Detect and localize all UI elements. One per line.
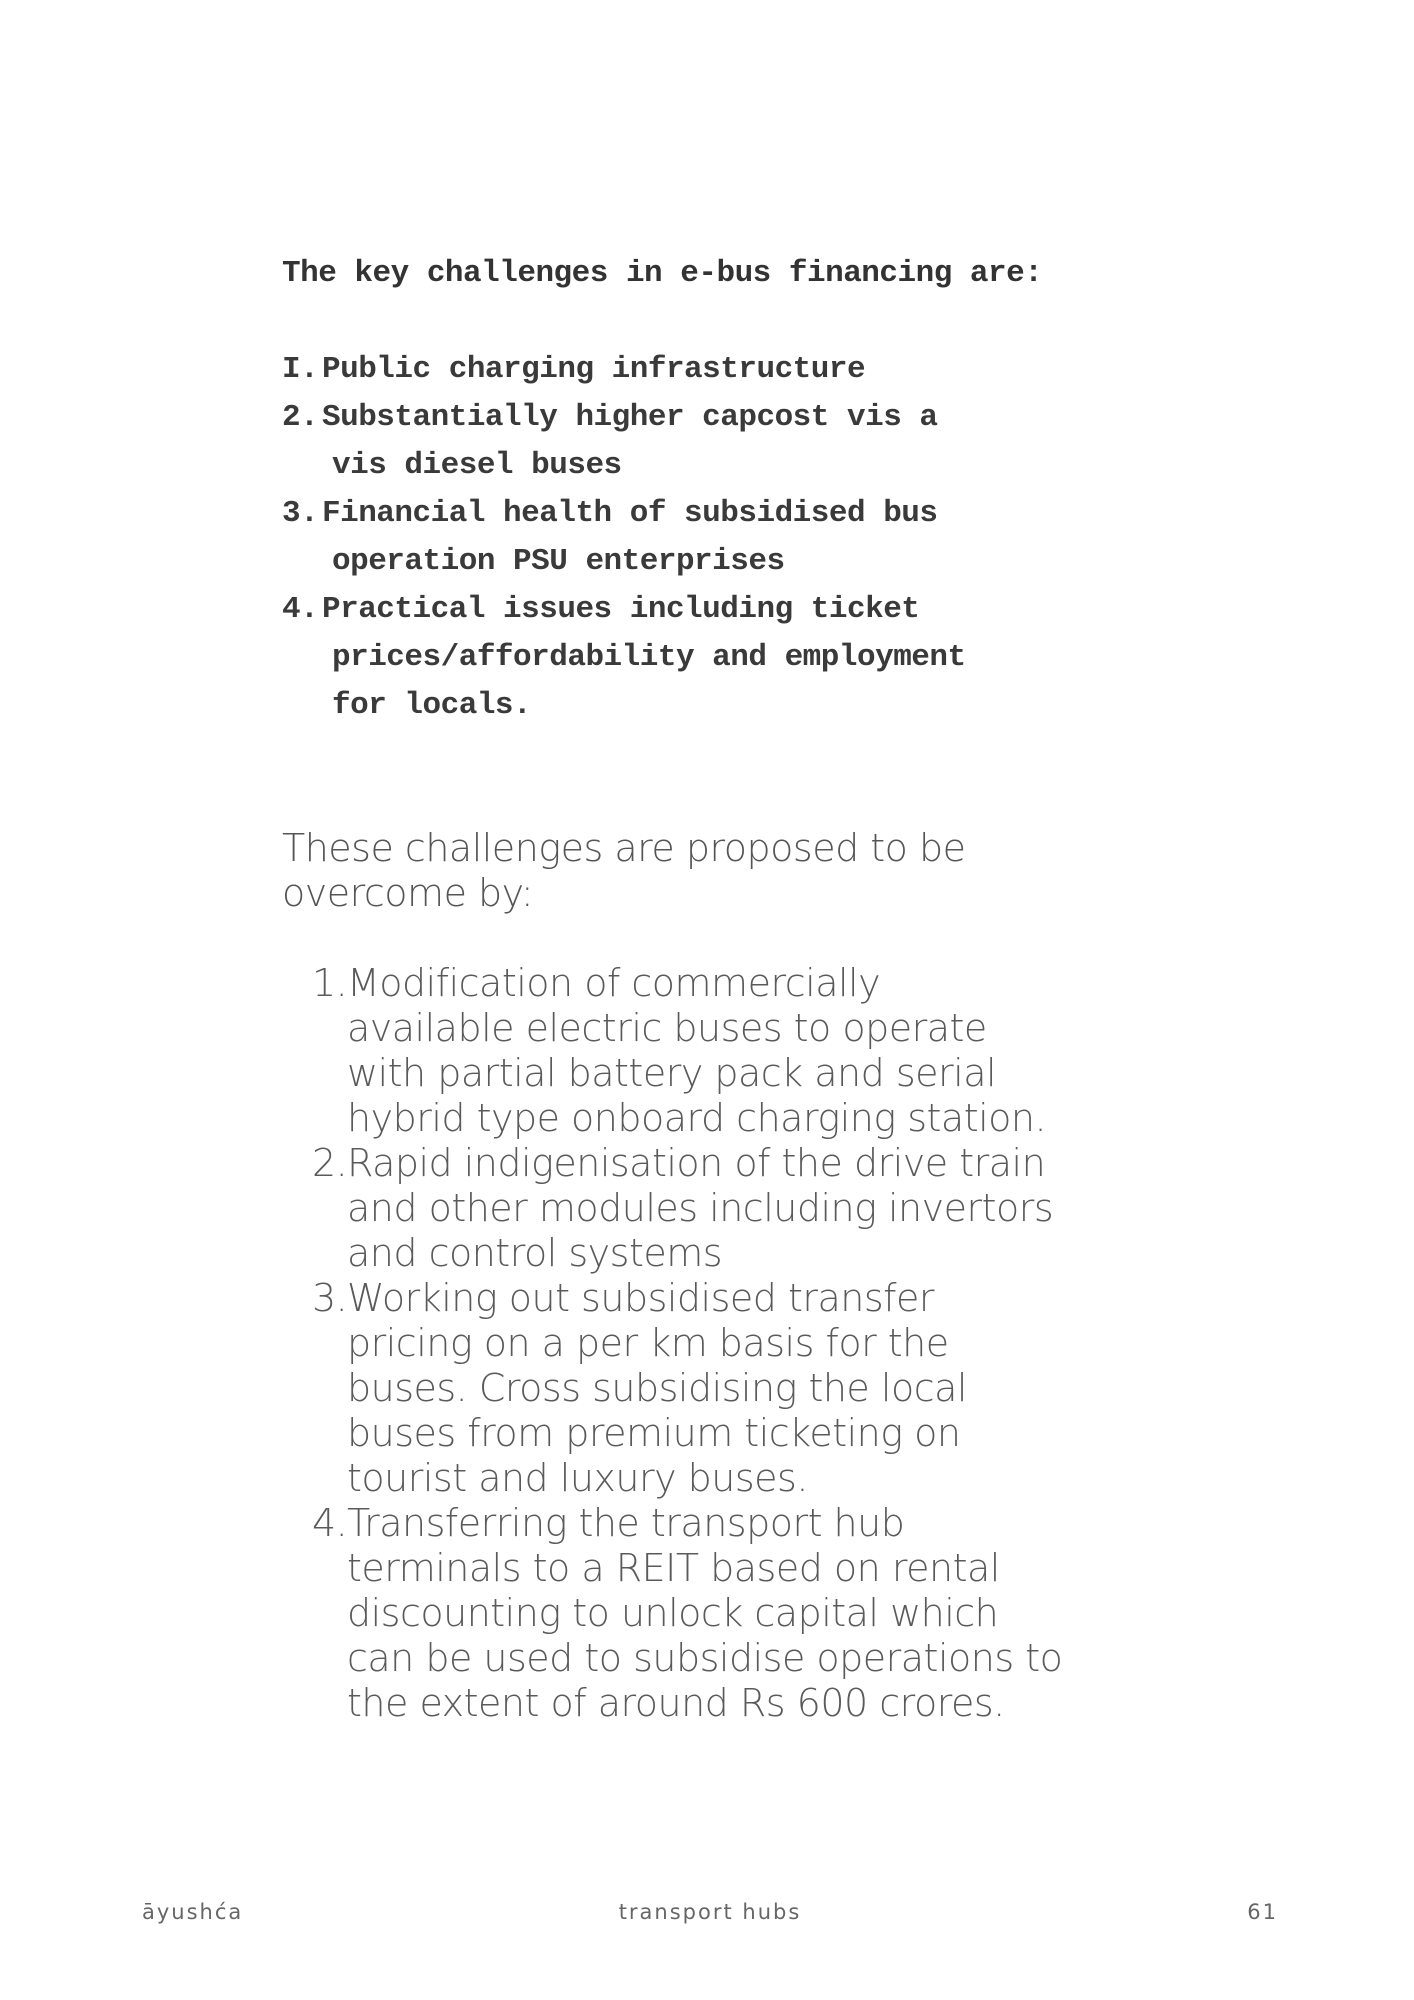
- list-item-line: Practical issues including ticket: [322, 592, 920, 627]
- list-item: [252, 490, 1102, 586]
- intro-line: These challenges are proposed to be: [282, 826, 966, 870]
- list-item-number: 4.: [312, 1501, 348, 1545]
- page-footer: [142, 1900, 1278, 1930]
- list-item-line: buses from premium ticketing on: [347, 1411, 961, 1455]
- list-item-line: vis diesel buses: [332, 448, 622, 483]
- list-item-number: 2.: [312, 1141, 348, 1185]
- list-item-line: and other modules including invertors: [347, 1186, 1054, 1230]
- list-item-line: Financial health of subsidised bus: [322, 496, 938, 531]
- list-item-number: 2.: [282, 400, 319, 435]
- list-item: [282, 1141, 1082, 1276]
- solutions-intro: [282, 826, 1082, 916]
- list-item-line: can be used to subsidise operations to: [347, 1636, 1063, 1680]
- list-item-line: and control systems: [347, 1231, 723, 1275]
- list-item-line: buses. Cross subsidising the local: [347, 1366, 967, 1410]
- list-item-line: Substantially higher capcost vis a: [322, 400, 938, 435]
- list-item: [252, 394, 1102, 490]
- list-item-text: [322, 346, 1102, 394]
- list-item-text: [322, 490, 1102, 586]
- list-item-line: for locals.: [332, 688, 532, 723]
- list-item-line: prices/affordability and employment: [332, 640, 966, 675]
- challenges-section: [282, 250, 1102, 730]
- list-item: [282, 1501, 1082, 1726]
- list-item-line: Working out subsidised transfer: [347, 1276, 935, 1320]
- list-item: [282, 961, 1082, 1141]
- challenges-list: [282, 346, 1102, 730]
- list-item-line: Transferring the transport hub: [347, 1501, 905, 1545]
- list-item-number: 3.: [312, 1276, 348, 1320]
- list-item-number: I.: [282, 352, 319, 387]
- list-item-text: [322, 586, 1102, 730]
- list-item-text: [322, 394, 1102, 490]
- footer-section-title: transport hubs: [618, 1900, 802, 1924]
- list-item-number: 1.: [312, 961, 348, 1005]
- list-item-line: discounting to unlock capital which: [347, 1591, 999, 1635]
- list-item: [282, 1276, 1082, 1501]
- list-item-line: operation PSU enterprises: [332, 544, 785, 579]
- list-item-number: 4.: [282, 592, 319, 627]
- page-number: 61: [1247, 1900, 1278, 1924]
- list-item-line: Rapid indigenisation of the drive train: [347, 1141, 1046, 1185]
- list-item: [252, 346, 1102, 394]
- list-item-number: 3.: [282, 496, 319, 531]
- list-item-line: Modification of commercially: [347, 961, 881, 1005]
- intro-line: overcome by:: [282, 871, 534, 915]
- list-item-line: terminals to a REIT based on rental: [347, 1546, 1000, 1590]
- list-item-line: tourist and luxury buses.: [347, 1456, 808, 1500]
- solutions-list: [282, 961, 1082, 1726]
- challenges-heading: The key challenges in e-bus financing are:: [282, 256, 1043, 291]
- list-item: [252, 586, 1102, 730]
- list-item-line: pricing on a per km basis for the: [347, 1321, 949, 1365]
- list-item-line: available electric buses to operate: [347, 1006, 987, 1050]
- list-item-line: hybrid type onboard charging station.: [347, 1096, 1047, 1140]
- list-item-line: the extent of around Rs 600 crores.: [347, 1681, 1005, 1725]
- list-item-line: with partial battery pack and serial: [347, 1051, 997, 1095]
- list-item-line: Public charging infrastructure: [322, 352, 866, 387]
- footer-brand: āyushća: [142, 1900, 244, 1924]
- solutions-section: [282, 826, 1082, 1726]
